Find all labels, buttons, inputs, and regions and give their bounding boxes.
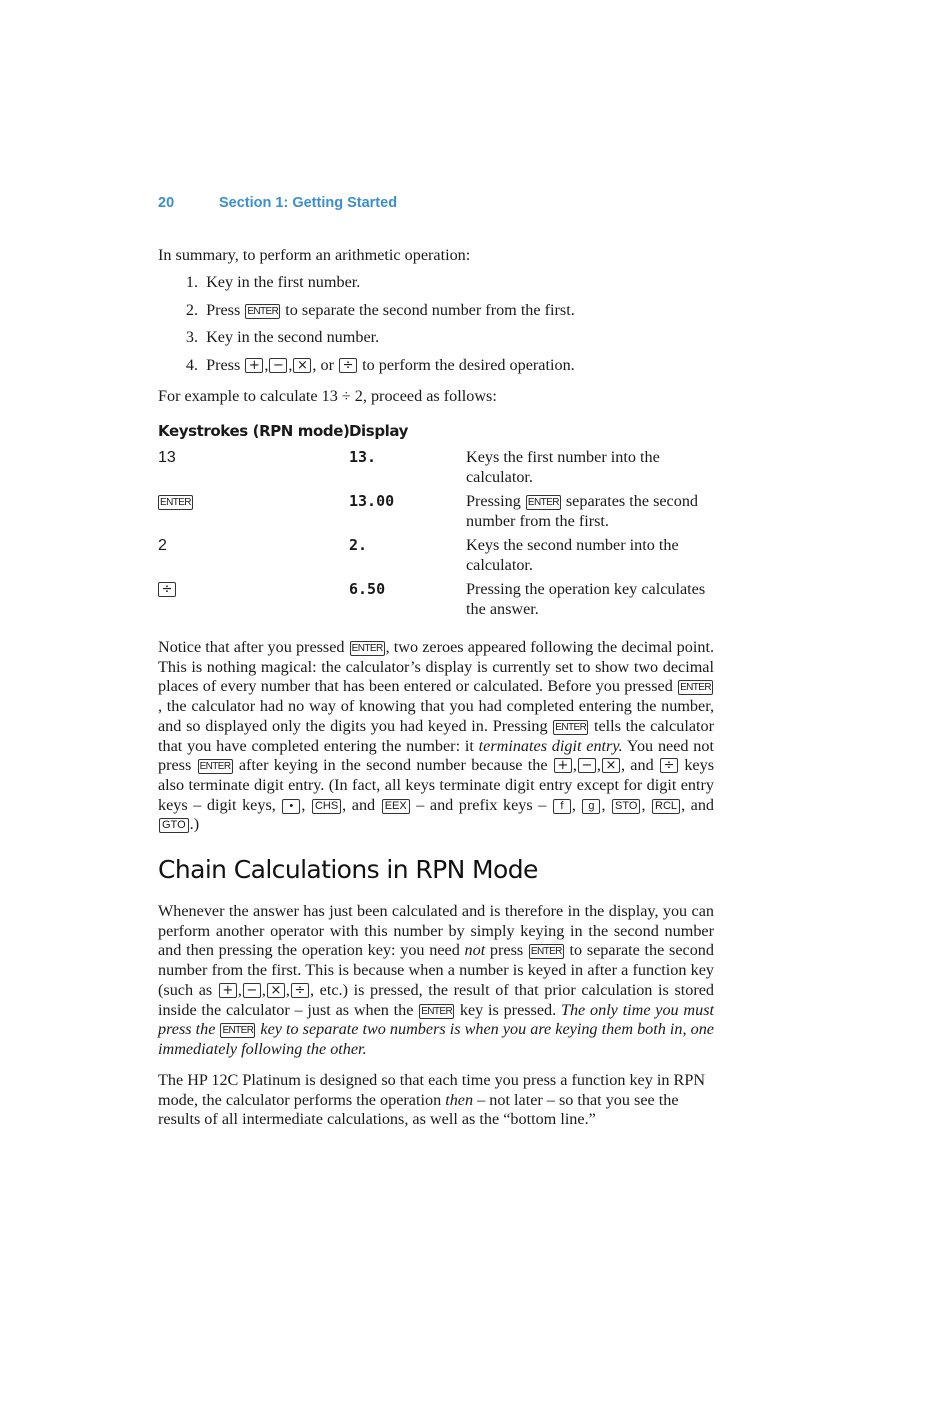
text: to separate the second number from the first. This is because when a number is keyed in after a function key (such as [158,941,714,999]
text: tells the calculator that you have completed entering the number: it [158,716,714,755]
description-text: Pressing [466,492,525,510]
eex-key: EEX [382,799,410,814]
keystroke-cell: 13 [158,449,176,466]
steps-list [158,273,718,383]
list-item [158,301,718,329]
table-header [158,418,718,448]
step-text: Press [206,355,245,374]
text: , [571,795,582,814]
separator: , or [312,355,339,374]
chain-paragraph [158,902,714,1060]
emphasis-text: The only time you must press the [158,1000,714,1039]
step-text: Press [206,300,245,319]
multiply-key: × [602,758,620,773]
rcl-key: RCL [652,799,680,814]
decimal-point-key: • [282,799,300,814]
text: .) [189,815,200,834]
table-row [158,448,718,492]
text: , two zeroes appeared following the decimal point. This is nothing magical: the calculator’s display is currently set to show two decimal places of every number that has been entered or calculated. Before you pressed [158,638,715,696]
text: , [285,980,290,999]
text: , and [342,795,381,814]
step-number: 1. [185,273,198,291]
gto-key: GTO [159,818,189,833]
text: The HP 12C Platinum is designed so that each time you press a function key in RPN mode, the calculator performs the operation [158,1071,706,1109]
step-number: 2. [185,300,198,319]
enter-key: ENTER [555,721,587,733]
intro-paragraph: In summary, to perform an arithmetic operation: [158,246,471,264]
text: Whenever the answer has just been calculated and is therefore in the display, you can perform another operator with this number by simply keying in the second number and then pressing the operation key: you need [158,902,714,960]
example-intro: For example to calculate 13 ÷ 2, proceed as follows: [158,387,497,405]
plus-key: + [219,983,237,998]
enter-key: ENTER [680,682,711,694]
step-text: Key in the second number. [206,328,380,346]
multiply-key: × [293,358,311,373]
text: , [601,795,612,814]
column-header-keystrokes: Keystrokes (RPN mode) [158,422,350,440]
description-cell [466,492,716,531]
step-number: 3. [185,328,198,346]
keystroke-cell [158,492,194,512]
text: Notice that after you pressed [158,638,349,656]
running-header [158,195,397,211]
step-text: to perform the desired operation. [358,355,575,374]
plus-key: + [554,758,572,773]
column-header-display: Display [349,422,409,440]
separator: , [288,355,293,374]
keystroke-cell [158,580,177,600]
text: – not later – so that you see the results of all intermediate calculations, as well as the “bottom line.” [158,1090,679,1129]
description-cell: Keys the second number into the calculator. [466,536,679,574]
display-cell: 13. [349,448,377,466]
plus-key: + [245,358,263,373]
text: , [596,756,601,775]
enter-key: ENTER [530,946,562,958]
enter-key: ENTER [421,1005,453,1017]
section-heading: Chain Calculations in RPN Mode [158,855,538,884]
text: , [301,795,311,814]
hp-paragraph [158,1071,714,1130]
text: , and [620,756,659,775]
chs-key: CHS [312,799,341,814]
emphasis-text: terminates digit entry. [478,736,623,755]
emphasis-text: then [445,1090,474,1109]
description-cell: Keys the first number into the calculator. [466,448,660,486]
separator: , [264,355,269,374]
text: – and prefix keys – [410,795,552,814]
g-key: g [582,799,600,814]
display-cell: 2. [349,536,368,554]
divide-key: ÷ [158,582,176,597]
step-number: 4. [185,355,198,374]
divide-key: ÷ [291,983,309,998]
description-text: separates the second number from the first. [466,492,699,530]
notice-paragraph [158,638,714,835]
text: You need not press [158,736,714,775]
text: , [641,795,652,814]
list-item [158,356,718,384]
enter-key: ENTER [199,761,231,773]
keystroke-cell: 2 [158,537,167,554]
text: after keying in the second number because the [233,756,553,775]
text: , etc.) is pressed, the result of that prior calculation is stored inside the calculator – just as when the [158,980,715,1019]
page-number: 20 [158,195,175,211]
table-row [158,536,718,580]
text: , [261,980,266,999]
minus-key: − [269,358,287,373]
enter-key: ENTER [222,1025,254,1037]
f-key: f [553,799,571,814]
list-item [158,328,718,356]
text: , [572,756,577,775]
enter-key: ENTER [351,643,383,654]
multiply-key: × [267,983,285,998]
enter-key: ENTER [160,497,191,508]
enter-key: ENTER [527,497,559,508]
divide-key: ÷ [339,358,357,373]
step-text: to separate the second number from the first. [281,300,575,319]
minus-key: − [578,758,596,773]
display-cell: 6.50 [349,580,386,598]
emphasis-text: key to separate two numbers is when you are keying them both in, one immediately following the other. [158,1020,714,1058]
divide-key: ÷ [660,758,678,773]
text: , [237,980,242,999]
enter-key: ENTER [247,305,279,317]
emphasis-text: not [464,941,486,960]
minus-key: − [243,983,261,998]
text: key is pressed. [455,1000,561,1019]
keystroke-table [158,418,718,624]
step-text: Key in the first number. [206,273,361,291]
list-item [158,273,718,301]
section-title: Section 1: Getting Started [219,195,398,211]
sto-key: STO [612,799,640,814]
text: press [485,941,528,960]
text: , the calculator had no way of knowing that you had completed entering the number, and so displayed only the digits you had keyed in. Pressing [158,697,714,735]
table-row [158,492,718,536]
text: , and [681,795,715,814]
display-cell: 13.00 [349,492,395,510]
description-cell: Pressing the operation key calculates the answer. [466,580,706,618]
text: keys also terminate digit entry. (In fact, all keys terminate digit entry except for digit entry keys – digit keys, [158,756,714,814]
table-row [158,580,718,624]
